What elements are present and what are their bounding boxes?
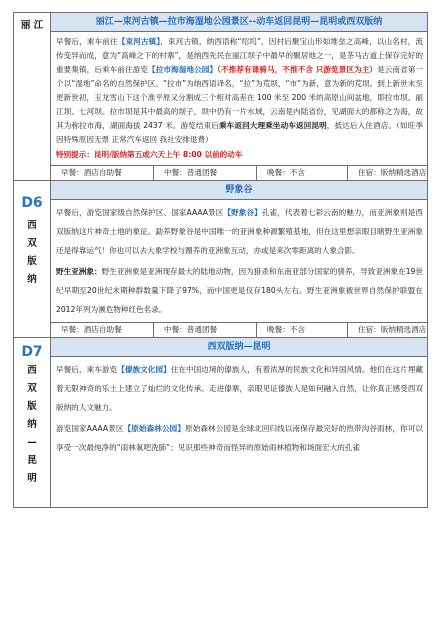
day-cell: D7 西 双 版 纳 — 昆 明 (14, 338, 51, 508)
day-title: 野象谷 (51, 181, 428, 200)
day-description: 早餐后，乘车前往【束河古镇】，束河古镇，纳西语称“绍坞”，因村后聚宝山形如堆垒之高峰，以山名村，流传变异而成，意为“高峰之下的村寨”，是纳西先民在丽江坝子中最早的聚居地之一，是茶马古道上保存完好的重要集镇，后乘车前往游览【拉市海湿地公园】（不推荐有课骑马，不推不含 只游览景区为主）是云南省第一个以“湿地”命名的自然保护区。“拉市”为纳西语译名，“拉”为荒坝，“市”为新，意为新的荒坝。到上新世末至更新世初，玉龙雪山下这个准平原又分割成三个相对高差在 100 米至 200 米的高原山间盆地，即拉市坝、丽江坝、七河坝。拉市坝是其中最高的坝子，坝中仍有一片水域，云南是内陆省份，见湖面大的都称之为海，故其为称拉市海，湖面海拔 2437 米。游览结束后乘车返回大理乘坐动车返回昆明，抵达后入住酒店。（如旺季因特殊原因无票 正常汽车返回 我社安排退费） 特别提示：昆明/版纳第五或六天上午 8:00 以前的动车 (51, 32, 428, 166)
day-cell (14, 13, 51, 181)
day-description: 早餐后，游览国家级自然保护区、国家AAAA景区【野象谷】孔雀，代表着七彩云南的魅力，而亚洲象则是西双版纳这片神奇土地的象征。勐养野象谷是中国唯一的亚洲象种源繁殖基地，但在这里想亲眼目睹野生亚洲象还是得靠运气！你也可以去大象学校与圈养的亚洲象互动，亦或是来次零距离的人象合影。 野生亚洲象：野生亚洲象是亚洲现存最大的陆地动物，因为猎杀和东南亚部分国家的驯养，导致亚洲象在19世纪早期至20世纪末期种群数量下降了97%，而中国更是仅存180头左右。野生亚洲象被世界自然保护联盟在2012年列为濒危物种红色名录。 (51, 200, 428, 323)
lunch: 中餐：普通团餐 (154, 166, 257, 180)
day-title: 西双版纳—昆明 (51, 338, 428, 357)
day-title: 丽江—束河古镇—拉市海湿地公园景区--动车返回昆明—昆明或西双版纳 (51, 13, 428, 32)
itinerary-sheet (13, 12, 428, 508)
breakfast: 早餐：酒店自助餐 (51, 323, 154, 337)
special-tip: 特别提示：昆明/版纳第五或六天上午 8:00 以前的动车 (56, 150, 243, 159)
day-description: 早餐后，乘车游览【傣族文化园】住在中国边境的傣族人，有着浓厚的民族文化和异国风情。他们在这片埋藏着无限神奇的乐土上建立了灿烂的文化传承。走进傣寨，亲眼见证傣族人是如何融入自然，让你真正感受西双版纳的人文魅力。 游览国家AAAA景区【原始森林公园】原始森林公园是全球北回归线以南保存最完好的热带沟谷雨林，你可以享受一次最纯净的“雨林氧吧洗肺”；见识那些神奇而怪异的原始雨林植物和场面宏大的孔雀 (51, 357, 428, 508)
attraction-link: 【拉市海湿地公园】 (148, 65, 218, 74)
dinner: 晚餐：不含 (257, 166, 348, 180)
hotel: 住宿：版纳精选酒店 (358, 325, 427, 334)
day-row-d7 (14, 338, 428, 357)
breakfast: 早餐：酒店自助餐 (51, 166, 154, 180)
meals-row (51, 323, 428, 338)
hotel: 住宿：版纳精选酒店 (358, 168, 427, 177)
day-label: 丽 江 (20, 20, 44, 31)
lunch: 中餐：普通团餐 (154, 323, 257, 337)
itinerary-table (13, 12, 428, 508)
day-row-lijiang (14, 13, 428, 32)
meals-row (51, 166, 428, 181)
attraction-link: 【野象谷】 (223, 208, 262, 217)
dinner: 晚餐：不含 (257, 323, 348, 337)
attraction-link: 【原始森林公园】 (123, 424, 186, 433)
day-cell: D6 西 双 版 纳 (14, 181, 51, 338)
attraction-link: 【束河古镇】 (117, 37, 161, 46)
warning-note: （不推荐有课骑马，不推不含 只游览景区为主） (217, 65, 378, 74)
day-number: D6 (21, 195, 43, 211)
attraction-link: 【傣族文化园】 (117, 365, 171, 374)
day-row-d6 (14, 181, 428, 200)
day-number: D7 (21, 344, 43, 360)
